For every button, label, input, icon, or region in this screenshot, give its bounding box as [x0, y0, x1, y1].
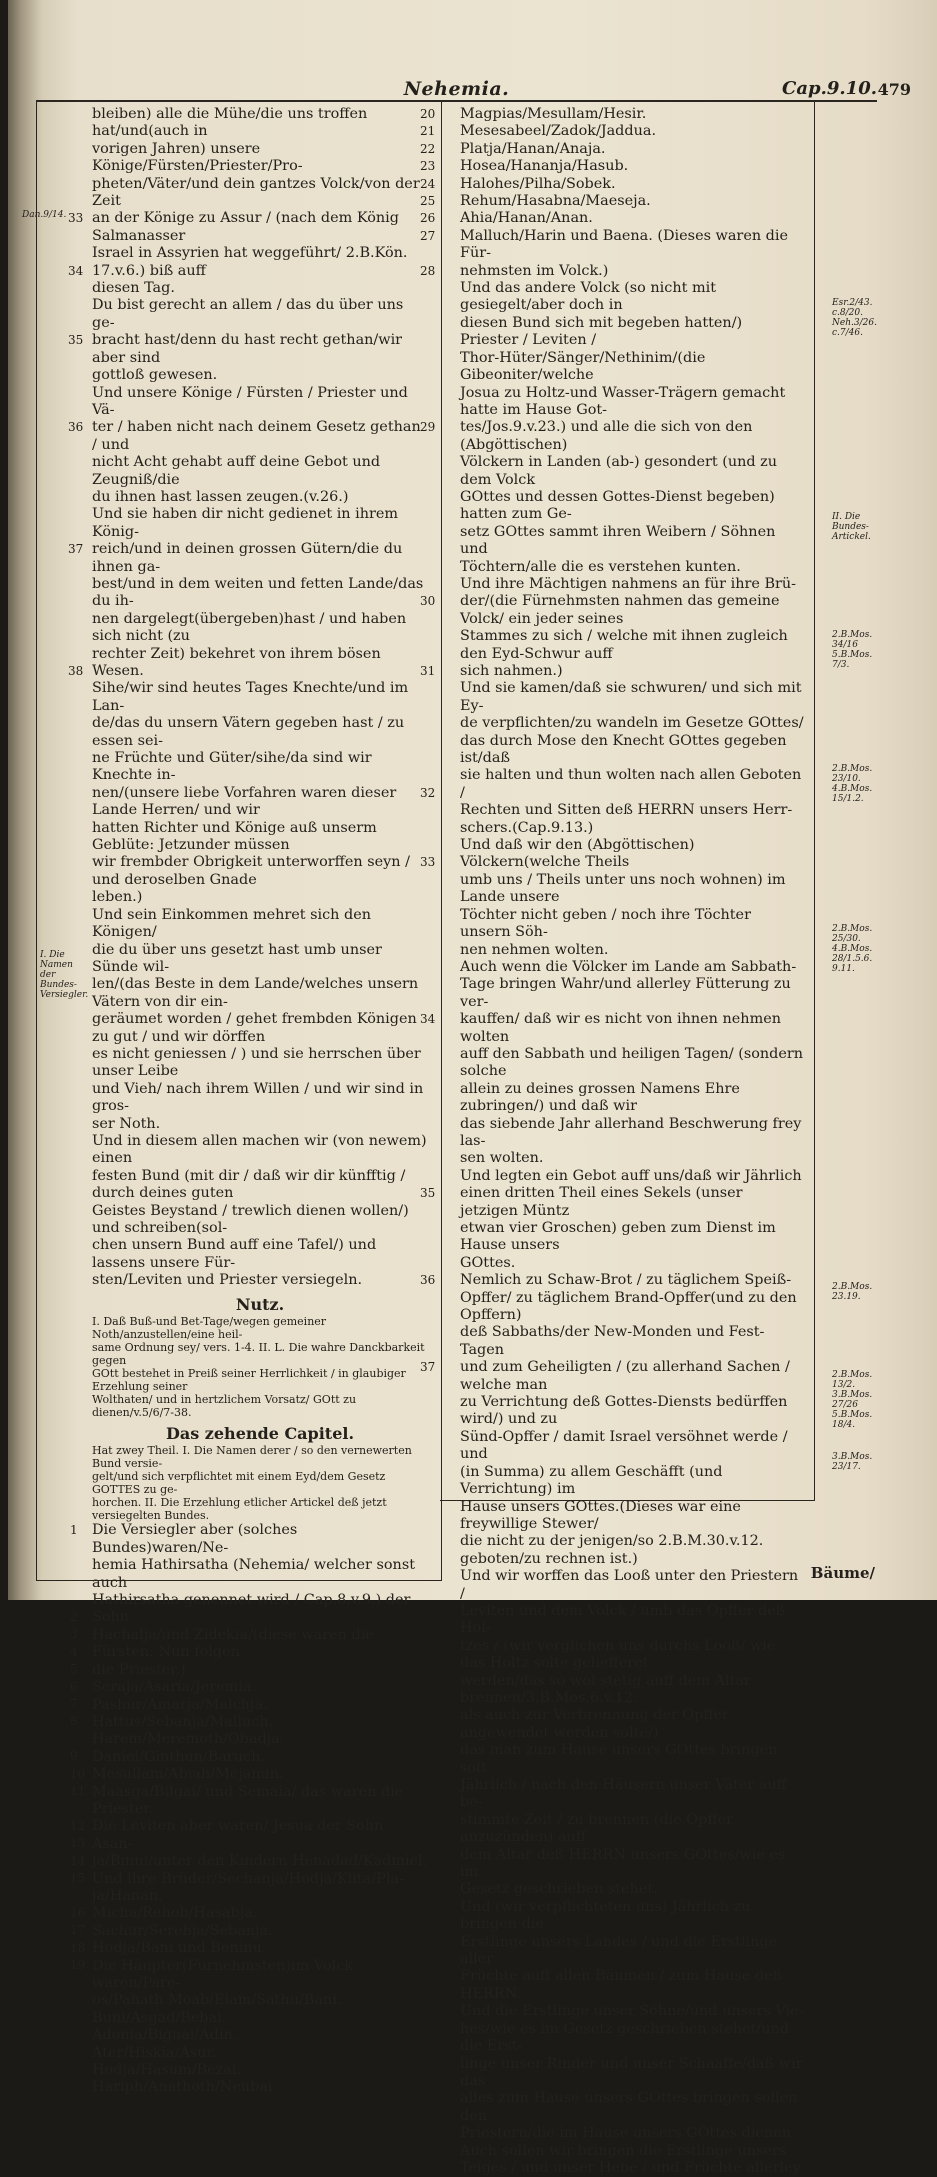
text-line: einen dritten Theil eines Sekels (unser jetzigen Müntz — [460, 1185, 743, 1219]
text-line: zu Verrichtung deß Gottes-Diensts bedürffen wird/) und zu — [460, 1394, 788, 1428]
text-line: Stammes zu sich / welche mit ihnen zugleich den Eyd-Schwur auff — [460, 628, 788, 662]
verse-number: 9 — [70, 1749, 78, 1764]
text-line: Hariph/Anathoth/Neubai. — [92, 2079, 278, 2096]
text-line: Priestern/die im Hause unsers GOttes dienen. — [460, 2125, 796, 2142]
text-line: auff den Sabbath und heiligen Tagen/ (sondern solche — [460, 1045, 804, 1080]
text-line: (in Summa) zu allem Geschäfft (und Verrichtung) im — [460, 1463, 723, 1498]
text-line: de/das du unsern Vätern gegeben hast / zu essen sei- — [92, 715, 405, 749]
verse-number: 6 — [70, 1679, 78, 1694]
text-line: bleiben) alle die Mühe/die uns troffen hat/und(auch in — [92, 106, 368, 140]
summary-line: horchen. II. Die Erzehlung etlicher Artickel deß jetzt versiegelten Bundes. — [92, 1496, 387, 1523]
text-line: an der Könige zu Assur / (nach dem König Salmanasser — [92, 210, 399, 244]
text-line: etwan vier Groschen) geben zum Dienst im Hause unsers — [460, 1220, 776, 1254]
text-line: du ihnen hast lassen zeugen.(v.26.) — [92, 488, 349, 505]
text-line: pheten/Väter/und dein gantzes Volck/von der Zeit — [92, 175, 420, 210]
margin-note-right-1: Esr.2/43. c.8/20. Neh.3/26. c.7/46. — [832, 298, 877, 338]
text-line: nen/(unsere liebe Vorfahren waren dieser Lande Herren/ und wir — [92, 784, 397, 819]
text-line: Jährlich / nach den Häusern unser Väter auff be- — [460, 1777, 787, 1811]
chapter-9-verses — [92, 106, 428, 1290]
nutz-line: GOtt bestehet in Preiß seiner Herrlichkeit / in glaubiger Erzehlung seiner — [92, 1367, 406, 1394]
text-line: stimmte Zeit / zu brennen (die Opffer anzuzünden) auff — [460, 1811, 733, 1846]
text-line: festen Bund (mit dir / daß wir dir künfftig / durch deines guten — [92, 1167, 406, 1202]
verse-number: 36 — [68, 420, 84, 435]
text-line: Tage bringen Wahr/und allerley Fütterung zu ver- — [460, 976, 791, 1010]
text-line: reich/und in deinen grossen Gütern/die du ihnen ga- — [92, 541, 403, 575]
text-line: Josua zu Holtz-und Wasser-Trägern gemacht hatte im Hause Got- — [460, 384, 786, 418]
text-line: Und das andere Volck (so nicht mit gesiegelt/aber doch in — [460, 280, 716, 314]
nutz-text — [92, 1315, 428, 1419]
text-line: Du bist gerecht an allem / das du über uns ge- — [92, 297, 404, 331]
text-line: Sihe/wir sind heutes Tages Knechte/und im Lan- — [92, 680, 409, 714]
text-line: und zum Geheiligten / (zu allerhand Sachen / welche man — [460, 1359, 790, 1393]
text-line: ja/Binui/unter den Kindern Henadad/Kadmiel. — [92, 1853, 428, 1870]
text-line: vorigen Jahren) unsere Könige/Fürsten/Priester/Pro- — [92, 140, 303, 175]
text-line: es nicht geniessen / ) und sie herrschen über unser Leibe — [92, 1045, 421, 1080]
text-line: Ater/Hiskia/Asur. — [92, 2044, 217, 2061]
nutz-line: Wolthaten/ und in hertzlichem Vorsatz/ GOtt zu dienen/v.5/6/7-38. — [92, 1393, 357, 1420]
text-line: tzes / (wir verglichen uns durchs Looß/ wie das Holtz solte geliefferet — [460, 1637, 776, 1672]
verse-number: 31 — [420, 663, 436, 678]
text-line: rechter Zeit) bekehret von ihrem bösen Wesen. — [92, 645, 381, 679]
text-line: diesen Bund sich mit begeben hatten/) Priester / Leviten / — [460, 314, 743, 349]
verse-number: 8 — [70, 1714, 78, 1729]
text-line: Malluch/Harin und Baena. (Dieses waren die Für- — [460, 227, 789, 262]
text-line: Buni/Asgad/Bebai. — [92, 2009, 227, 2026]
verse-number: 2 — [70, 1610, 78, 1624]
verse-number: 22 — [420, 141, 436, 156]
text-line: Gesetz geschrieben stehet. — [460, 1881, 658, 1898]
text-line: ter / haben nicht nach deinem Gesetz gethan / und — [92, 419, 421, 453]
text-line: Nemlich zu Schaw-Brot / zu täglichem Speiß- — [460, 1272, 792, 1289]
text-line: Leviten und dem Volck / umb das Opffer deß Hol- — [460, 1602, 786, 1637]
verse-number: 26 — [420, 211, 436, 226]
text-line: Und in diesem allen machen wir (von newem) einen — [92, 1132, 427, 1167]
text-line: das durch Mose den Knecht GOttes gegeben ist/daß — [460, 732, 787, 767]
text-line: tes/Jos.9.v.23.) und alle die sich von den (Abgöttischen) — [460, 419, 753, 453]
margin-note-right-7: 2.B.Mos. 13/2. 3.B.Mos. 27/26 5.B.Mos. 18/4. — [832, 1370, 873, 1430]
text-line: Auch sollen wir bringen die Erstlinge unsers — [460, 2142, 787, 2159]
text-line: HERRN. — [460, 1985, 521, 2002]
text-line: setz GOttes sammt ihren Weibern / Söhnen und — [460, 523, 776, 558]
verse-number: 23 — [420, 159, 436, 174]
text-line: Auch wenn die Völcker im Lande am Sabbath- — [460, 958, 797, 975]
verse-number: 34 — [420, 1011, 436, 1026]
text-line: Töchter nicht geben / noch ihre Töchter unsern Söh- — [460, 906, 751, 941]
text-line: Und (wir verpflichteten uns) Jährlich zu bringen die — [460, 1898, 751, 1933]
verse-number: 14 — [70, 1853, 86, 1868]
text-line: Harem/Meremoth/Obadja. — [92, 1731, 285, 1748]
chapter-10-verses — [92, 1522, 428, 2096]
text-line: Sünd-Opffer / damit Israel versöhnet werde / und — [460, 1428, 788, 1463]
text-line: Früchte auff allen Bäumen / zum Hause deß — [460, 1968, 783, 1985]
margin-note-left-top: Dan.9/14. — [22, 210, 67, 220]
verse-number: 3 — [70, 1627, 78, 1642]
text-line: sich nahmen.) — [460, 663, 563, 679]
text-line: Und daß wir den (Abgöttischen) Völckern(welche Theils — [460, 837, 695, 871]
margin-note-right-4: 2.B.Mos. 23/10. 4.B.Mos. 15/1.2. — [832, 764, 873, 804]
text-line: Rechten und Sitten deß HERRN unsers Herr- — [460, 802, 793, 819]
text-line: Die Häupter(Fürnehmsten)im Volck waren/Pare- — [92, 1957, 353, 1991]
text-line: hemia Hathirsatha (Nehemia/ welcher sonst auch — [92, 1557, 415, 1591]
text-line: ja/Hanan. — [92, 1887, 163, 1904]
text-line: Opffer/ zu täglichem Brand-Opffer(und zu den Opffern) — [460, 1289, 797, 1324]
text-line: Hause unsers GOttes.(Dieses war eine freywillige Stewer/ — [460, 1498, 741, 1532]
text-line: wir frembder Obrigkeit unterworffen seyn / und deroselben Gnade — [92, 854, 410, 888]
text-line: alles zum Hause unsers GOttes bringen sollen den — [460, 2090, 798, 2124]
text-line: und Vieh/ nach ihrem Willen / und wir sind in gros- — [92, 1080, 424, 1115]
text-line: Geistes Beystand / trewlich dienen wollen/) und schreiben(sol- — [92, 1202, 409, 1236]
verse-number: 19 — [70, 1958, 86, 1972]
text-line: nehmsten im Volck.) — [460, 262, 609, 279]
page-header — [36, 78, 877, 102]
verse-number: 28 — [420, 263, 436, 278]
text-line: Und sie haben dir nicht gedienet in ihrem König- — [92, 506, 399, 540]
text-line: linge unser Rinder und unser Schaaffe/daß wir das — [460, 2055, 803, 2089]
text-line: nen nehmen wolten. — [460, 941, 609, 958]
verse-number: 15 — [70, 1871, 86, 1885]
right-text-column — [460, 106, 804, 2177]
text-line: Und die Erstlinge unser Söhne/und unsers Vie- — [460, 2003, 804, 2020]
nutz-line: I. Daß Buß-und Bet-Tage/wegen gemeiner Noth/anzustellen/eine heil- — [92, 1315, 327, 1342]
text-line: die nicht zu der jenigen/so 2.B.M.30.v.12. geboten/zu rechnen ist.) — [460, 1533, 764, 1567]
text-line: Und ihre Brüder/Sechanja/Hodja/Klita/Pla- — [92, 1870, 404, 1887]
text-line: der/(die Fürnehmsten nahmen das gemeine Volck/ ein jeder seines — [460, 593, 780, 627]
text-line: sen wolten. — [460, 1150, 544, 1167]
text-line: die Priester.) — [92, 1661, 186, 1678]
text-line: bracht hast/denn du hast recht gethan/wir aber sind — [92, 332, 403, 366]
verse-number: 17 — [70, 1923, 86, 1938]
text-line: kauffen/ daß wir es nicht von ihnen nehmen wolten — [460, 1011, 781, 1045]
text-line: Priester. — [92, 1800, 154, 1817]
text-line: Adonia/Biguai/Adin. — [92, 2027, 238, 2044]
verse-number: 16 — [70, 1905, 86, 1920]
verse-number: 35 — [68, 333, 84, 348]
verse-number: 32 — [420, 785, 436, 800]
text-line: gottloß gewesen. — [92, 367, 218, 384]
text-line: Die Versiegler aber (solches Bundes)waren/Ne- — [92, 1522, 298, 1556]
text-line: Thor-Hüter/Sänger/Nethinim/(die Gibeoniter/welche — [460, 349, 706, 384]
verse-number: 20 — [420, 107, 436, 121]
text-line: nicht Acht gehabt auff deine Gebot und Zeugniß/die — [92, 454, 381, 488]
nutz-line: same Ordnung sey/ vers. 1-4. II. L. Die wahre Danckbarkeit gegen — [92, 1341, 425, 1368]
text-line: GOttes. — [460, 1254, 516, 1271]
text-line: Hosea/Hananja/Hasub. — [460, 158, 629, 175]
text-line: Halohes/Pilha/Sobek. — [460, 175, 616, 192]
text-line: ser Noth. — [92, 1115, 161, 1132]
text-line: os/Pahath Moab/Elam/Sathu/Bani. — [92, 1992, 342, 2009]
verse-number: 36 — [420, 1272, 436, 1287]
text-line: hatten Richter und Könige auß unserm Geblüte: Jetzunder müssen — [92, 819, 377, 854]
margin-note-left-ch10: I. Die Namen der Bundes-Versiegler. — [40, 950, 89, 1000]
verse-number: 5 — [70, 1662, 78, 1677]
text-line: Und unsere Könige / Fürsten / Priester und Vä- — [92, 384, 408, 418]
chapter-reference: Cap.9.10. — [782, 78, 877, 99]
text-line: als auch zur Verbrennung der Opffer angewendet werden solte/) — [460, 1707, 729, 1741]
text-line: GOttes und dessen Gottes-Dienst begeben) hatten zum Ge- — [460, 488, 775, 523]
verse-number: 1 — [70, 1523, 78, 1537]
text-line: Die Leviten aber waren/ Jesua der Sohn Asan- — [92, 1818, 384, 1852]
text-line: Magpias/Mesullam/Hesir. — [460, 106, 647, 122]
verse-number: 34 — [68, 263, 84, 278]
text-line: Hathirsatha genennet wird / Cap.8.v.9.) der Sohn — [92, 1592, 411, 1626]
margin-note-right-5: 2.B.Mos. 25/30. 4.B.Mos. 28/1.5.6. 9.11. — [832, 924, 873, 974]
catchword: Bäume/ — [810, 1564, 875, 1582]
verse-number: 37 — [68, 542, 84, 556]
text-line: Völckern in Landen (ab-) gesondert (und zu dem Volck — [460, 454, 778, 488]
text-line: Töchtern/alle die es verstehen kunten. — [460, 558, 741, 575]
verse-number: 33 — [68, 211, 84, 226]
verse-number: 10 — [70, 1766, 86, 1781]
text-line: Mesesabeel/Zadok/Jaddua. — [460, 123, 657, 140]
verse-number: 29 — [420, 420, 436, 435]
text-line: Platja/Hanan/Anaja. — [460, 140, 606, 157]
chapter-summary — [92, 1444, 428, 1522]
margin-note-right-6: 2.B.Mos. 23.19. — [832, 1282, 873, 1302]
verse-number: 30 — [420, 594, 436, 609]
text-line: Seraja/Asaria/Jeremia. — [92, 1679, 257, 1696]
text-line: Erstlinge unsers Landes / und die Erstlinge aller — [460, 1933, 778, 1968]
text-line: Maasga/Bilgai/ und Semaia/ das waren die — [92, 1783, 404, 1800]
text-line: schers.(Cap.9.13.) — [460, 819, 594, 836]
text-line: Ahia/Hanan/Anan. — [460, 210, 593, 227]
text-line: die du über uns gesetzt hast umb unser Sünde wil- — [92, 941, 382, 975]
verse-number: 11 — [70, 1784, 86, 1798]
text-line: Pashur/Amarja/Malchja. — [92, 1696, 268, 1713]
text-line: das man zum Hause unsers GOttes bringen solt — [460, 1742, 778, 1776]
summary-line: Hat zwey Theil. I. Die Namen derer / so den vernewerten Bund versie- — [92, 1444, 412, 1471]
text-line: Hattus/Sebanja/Malluch. — [92, 1713, 274, 1730]
text-line: werden/das so wol stetig auff dem Altar brennen/3.B.Mos.6.v.12. — [460, 1672, 751, 1706]
verse-number: 13 — [70, 1836, 86, 1851]
running-title: Nehemia. — [403, 78, 510, 100]
text-line: Und sein Einkommen mehret sich den Königen/ — [92, 906, 372, 941]
text-line: allein zu deines grossen Namens Ehre zubringen/) und daß wir — [460, 1080, 740, 1115]
chapter-title: Das zehende Capitel. — [165, 1424, 355, 1444]
verse-number: 21 — [420, 124, 436, 139]
verse-number: 12 — [70, 1818, 86, 1833]
margin-note-right-3: 2.B.Mos. 34/16 5.B.Mos. 7/3. — [832, 630, 873, 670]
text-line: de verpflichten/zu wandeln im Gesetze GOttes/ — [460, 715, 804, 732]
text-line: Rehum/Hasabna/Maeseja. — [460, 193, 651, 210]
text-line: Hodja/Bani und Beninu. — [92, 1940, 267, 1957]
verse-number: 35 — [420, 1185, 436, 1200]
text-line: Und legten ein Gebot auff uns/daß wir Jährlich — [460, 1167, 802, 1184]
verse-number: 18 — [70, 1940, 86, 1955]
text-line: deß Sabbaths/der New-Monden und Fest-Tagen — [460, 1324, 765, 1358]
text-line: len/(das Beste in dem Lande/welches unsern Vätern von dir ein- — [92, 976, 419, 1010]
verse-number: 38 — [68, 663, 84, 678]
summary-line: gelt/und sich verpflichtet mit einem Eyd/dem Gesetz GOTTES zu ge- — [92, 1470, 386, 1497]
text-line: sie halten und thun wolten nach allen Geboten / — [460, 767, 802, 801]
text-line: nen dargelegt(übergeben)hast / und haben sich nicht (zu — [92, 610, 407, 645]
text-line: Micha/Rehob/Hasabja. — [92, 1905, 258, 1922]
verse-number: 27 — [420, 228, 436, 243]
text-line: Hodja/Hasum/Bezai. — [92, 2062, 242, 2079]
text-line: sten/Leviten und Priester versiegeln. — [92, 1272, 363, 1289]
verse-number: 7 — [70, 1697, 78, 1711]
verse-number: 37 — [420, 1359, 436, 1374]
text-line: Teiges / und unser Hebe / und Früchte allerley — [460, 2159, 801, 2176]
text-line: das siebende Jahr allerhand Beschwerung frey las- — [460, 1115, 802, 1149]
text-line: ne Früchte und Güter/sihe/da sind wir Knechte in- — [92, 750, 372, 784]
text-line: Mesullam/Abiah/Mejamin. — [92, 1766, 284, 1783]
text-line: Sachur/Serebja/Sebanja. — [92, 1922, 273, 1939]
verse-number: 4 — [70, 1644, 78, 1659]
nutz-heading: Nutz. — [235, 1294, 285, 1314]
text-line: Und wir worffen das Looß unter den Priestern / — [460, 1568, 799, 1602]
page-number: 479 — [877, 80, 911, 99]
text-line: dem Altar deß HERRN unsers GOttes/wie es im — [460, 1846, 786, 1881]
text-line: Und ihre Mächtigen nahmens an für ihre Brü- — [460, 575, 797, 592]
verse-number: 33 — [420, 855, 436, 870]
text-line: Und sie kamen/daß sie schwuren/ und sich mit Ey- — [460, 680, 802, 714]
margin-note-right-2: II. Die Bundes-Artickel. — [832, 512, 871, 542]
text-line: hes/wie es im Gesetz geschrieben stehet/und die Erst- — [460, 2020, 790, 2055]
text-line: Daniel/Ginthun/Baruch. — [92, 1748, 265, 1765]
verse-number: 24 — [420, 176, 436, 191]
text-line: umb uns / Theils unter uns noch wohnen) im Lande unsere — [460, 871, 786, 906]
text-line: Israel in Assyrien hat weggeführt/ 2.B.Kön. 17.v.6.) biß auff — [92, 245, 408, 279]
text-line: chen unsern Bund auff eine Tafel/) und lassens unsere Für- — [92, 1237, 377, 1271]
text-line: Hachalja/und Zidekia/(diese waren die Fürsten: Nun folgen — [92, 1626, 374, 1661]
text-line: leben.) — [92, 889, 143, 906]
text-line: diesen Tag. — [92, 280, 175, 297]
verse-number: 25 — [420, 194, 436, 208]
margin-note-right-8: 3.B.Mos. 23/17. — [832, 1452, 873, 1472]
text-line: best/und in dem weiten und fetten Lande/das du ih- — [92, 575, 424, 610]
text-line: geräumet worden / gehet frembden Königen zu gut / und wir dörffen — [92, 1011, 417, 1045]
